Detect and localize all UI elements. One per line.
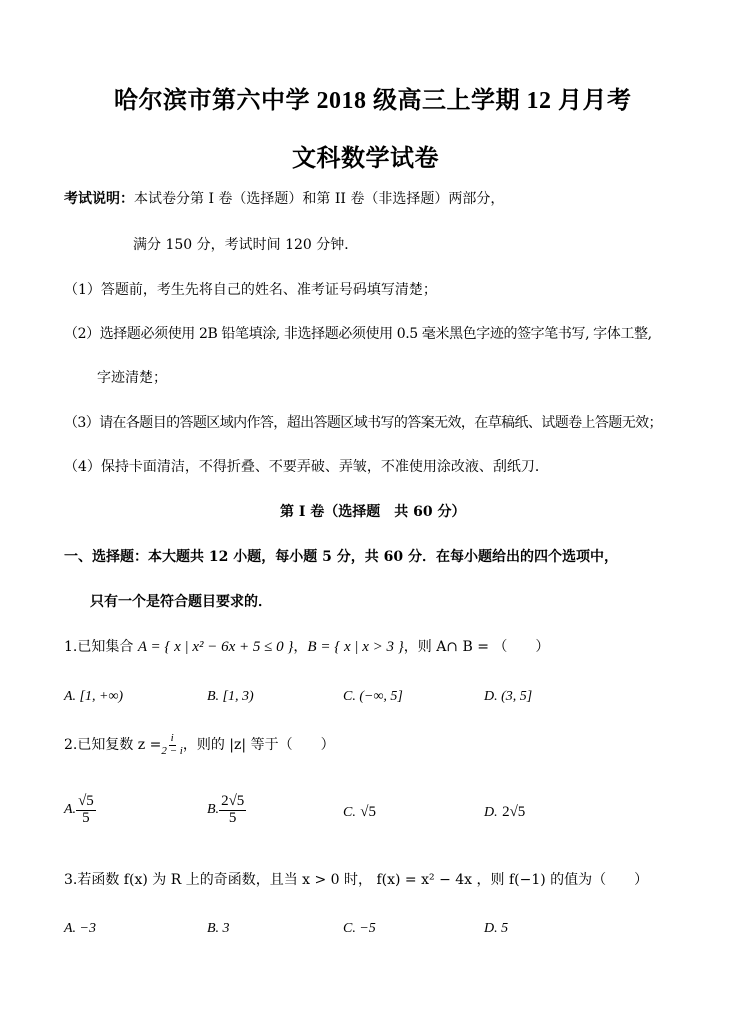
question-1 xyxy=(64,638,549,656)
question-2-option-c xyxy=(343,804,376,821)
question-1-option-d: D. (3, 5] xyxy=(484,689,533,704)
question-1-option-b: B. [1, 3) xyxy=(207,689,254,704)
section-instructions: 一、选择题：本大题共 12 小题，每小题 5 分，共 60 分．在每小题给出的四个选项中， xyxy=(64,549,618,565)
question-1-set-a: A = { x | x² − 6x + 5 ≤ 0 } xyxy=(137,639,294,655)
question-3-option-d: D. 5 xyxy=(484,921,509,936)
instructions-line2: 满分 150 分，考试时间 120 分钟． xyxy=(133,237,359,253)
question-2-stem-suffix: ，则的 |z| 等于（ ） xyxy=(182,737,335,754)
question-2 xyxy=(64,733,335,757)
question-2-option-d-letter: D. xyxy=(484,805,498,820)
question-2-stem-prefix: 2.已知复数 z = xyxy=(64,737,162,754)
question-2-option-a-fraction xyxy=(76,794,96,827)
section-instructions-cont: 只有一个是符合题目要求的． xyxy=(90,594,272,610)
question-2-fraction-den: 2 − i xyxy=(161,744,183,757)
question-2-option-b-den: 5 xyxy=(228,809,237,826)
question-2-option-b xyxy=(207,794,246,827)
instruction-item-3: （3）请在各题目的答题区域内作答，超出答题区域书写的答案无效，在草稿纸、试题卷上答题无效； xyxy=(64,415,662,431)
question-2-option-b-letter: B. xyxy=(207,802,220,818)
instructions-line1: 本试卷分第 I 卷（选择题）和第 II 卷（非选择题）两部分， xyxy=(134,191,505,207)
instructions-label: 考试说明： xyxy=(64,191,134,207)
question-2-fraction-num: i xyxy=(170,732,174,744)
exam-subtitle: 文科数学试卷 xyxy=(292,146,439,172)
question-2-option-b-fraction xyxy=(219,794,246,827)
question-2-option-c-value: √5 xyxy=(360,804,377,820)
instructions-intro xyxy=(64,190,504,208)
question-1-stem-suffix: ，则 A∩ B = （ ） xyxy=(403,639,550,655)
section-heading: 第 I 卷（选择题 共 60 分） xyxy=(280,504,466,520)
question-1-option-a: A. [1, +∞) xyxy=(64,689,124,704)
question-2-option-d-value: 2√5 xyxy=(502,804,526,820)
question-2-option-a-den: 5 xyxy=(82,809,90,826)
question-1-set-b: B = { x | x > 3 } xyxy=(307,639,404,655)
question-2-option-c-letter: C. xyxy=(343,805,356,820)
question-3-option-c: C. −5 xyxy=(343,921,376,936)
question-2-option-a-num: √5 xyxy=(78,793,94,809)
question-2-option-d xyxy=(484,804,525,821)
question-3-option-a: A. −3 xyxy=(64,921,96,936)
question-1-option-c: C. (−∞, 5] xyxy=(343,689,403,704)
question-2-fraction xyxy=(161,733,182,757)
question-2-option-a-letter: A. xyxy=(64,802,77,818)
instruction-item-1: （1）答题前，考生先将自己的姓名、准考证号码填写清楚； xyxy=(64,282,437,298)
question-1-sep: ， xyxy=(293,639,308,655)
instruction-item-2: （2）选择题必须使用 2B 铅笔填涂, 非选择题必须使用 0.5 毫米黑色字迹的签字笔书写, 字体工整, xyxy=(64,326,652,342)
instruction-item-2-cont: 字迹清楚； xyxy=(97,370,167,386)
instruction-item-4: （4）保持卡面清洁，不得折叠、不要弄破、弄皱，不准使用涂改液、刮纸刀． xyxy=(64,459,549,475)
question-2-option-b-num: 2√5 xyxy=(221,793,245,809)
question-3: 3.若函数 f(x) 为 R 上的奇函数，且当 x > 0 时， f(x) = x² − 4x ，则 f(−1) 的值为（ ） xyxy=(64,872,649,888)
question-3-option-b: B. 3 xyxy=(207,921,230,936)
question-2-option-a xyxy=(64,794,96,827)
exam-title: 哈尔滨市第六中学 2018 级高三上学期 12 月月考 xyxy=(114,88,632,114)
question-1-stem-prefix: 1.已知集合 xyxy=(64,639,138,655)
